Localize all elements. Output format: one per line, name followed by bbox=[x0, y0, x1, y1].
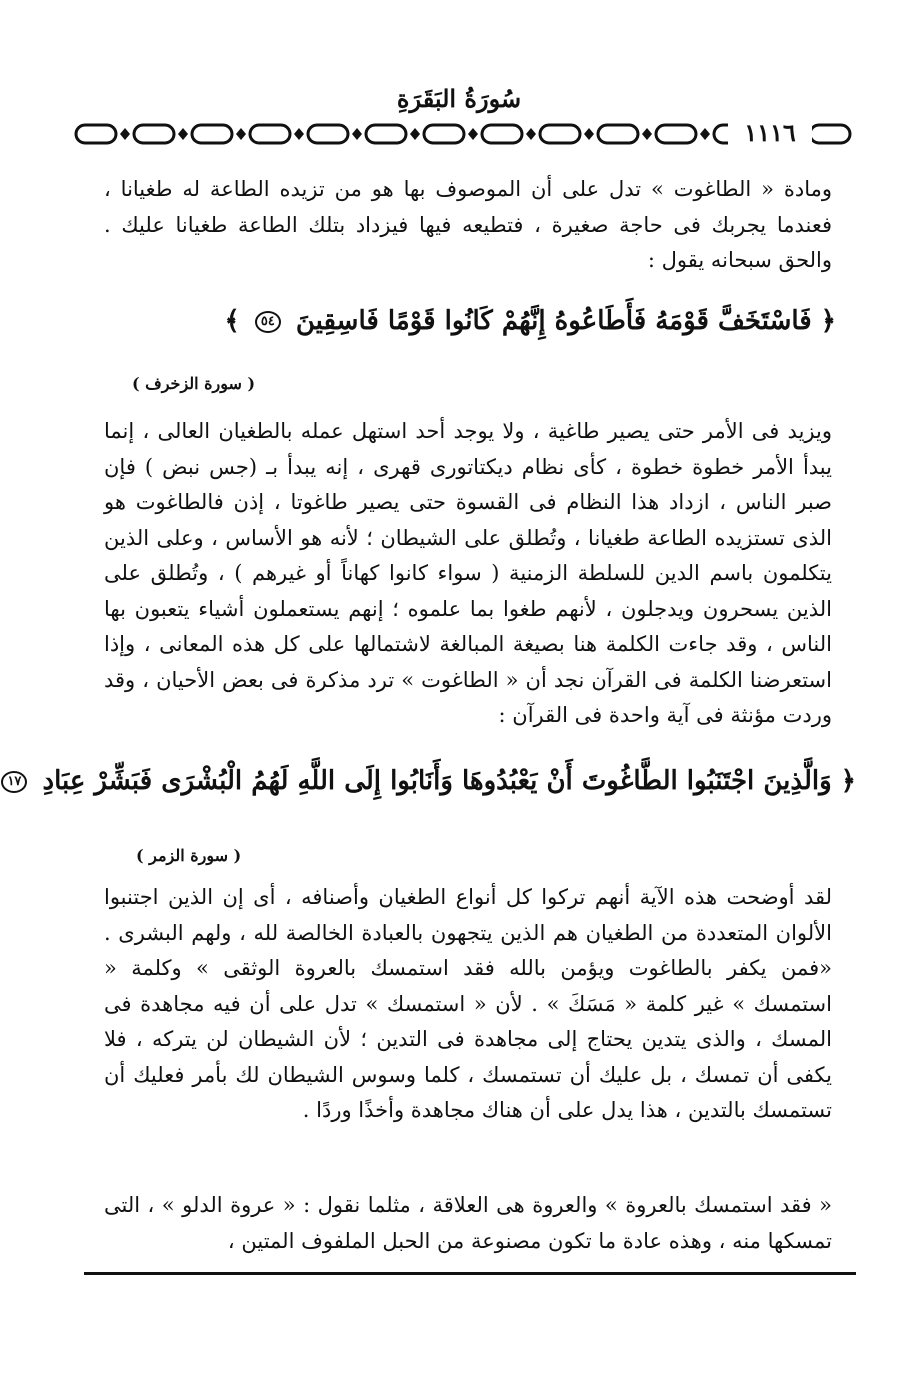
verse-open-bracket: ﴿ bbox=[840, 766, 856, 796]
verse-close-bracket: ﴾ bbox=[224, 306, 240, 336]
quran-verse-zukhruf bbox=[106, 306, 836, 336]
ayah-number-marker: ١٧ bbox=[1, 771, 27, 793]
paragraph-taghut-meaning: ومادة « الطاغوت » تدل على أن الموصوف بها هو من تزيده الطاعة له طغيانا ، فعندما يجربك فى حاجة صغيرة ، فتطيعه فيها فيزداد بتلك الطاعة طغيانا عليك . والحق سبحانه يقول : bbox=[104, 177, 832, 272]
quran-verse-zumar bbox=[7, 766, 856, 796]
surah-title: سُورَةُ البَقَرَةِ bbox=[396, 84, 522, 113]
ayah-number-marker: ٥٤ bbox=[255, 311, 281, 333]
verse-source-zumar: ( سورة الزمر ) bbox=[136, 846, 242, 865]
verse-text: وَالَّذِينَ اجْتَنَبُوا الطَّاغُوتَ أَنْ يَعْبُدُوهَا وَأَنَابُوا إِلَى اللَّهِ لَهُمُ الْبُشْرَى فَبَشِّرْ عِبَادِ bbox=[42, 766, 832, 796]
verse-source-zukhruf: ( سورة الزخرف ) bbox=[132, 374, 256, 393]
footer-rule bbox=[84, 1272, 856, 1275]
paragraph-tyranny-gradual: ويزيد فى الأمر حتى يصير طاغية ، ولا يوجد أحد استهل عمله بالطغيان العالى ، إنما يبدأ الأمر خطوة خطوة ، كأى نظام ديكتاتورى قهرى ، إنه يبدأ بـ (جس نبض ) فإن صبر الناس ، ازداد هذا النظام فى القسوة حتى يصير طاغوتا ، إذن فالطاغوت هو الذى تستزيده الطاعة طغيانا ، وتُطلق على الشيطان ؛ لأنه هو الأساس ، وعلى الذين يتكلمون باسم الدين للسلطة الزمنية ( سواء كانوا كهاناً أو غيرهم ) ، وتُطلق على الذين يسحرون ويدجلون ، لأنهم طغوا بما علموه ؛ إنهم يستعملون أشياء يتعبون بها الناس ، وقد جاءت الكلمة هنا بصيغة المبالغة لاشتمالها على كل هذه المعانى ، وإذا استعرضنا الكلمة فى القرآن نجد أن « الطاغوت » ترد مذكرة فى بعض الأحيان ، وقد وردت مؤنثة فى آية واحدة فى القرآن : bbox=[104, 419, 832, 727]
verse-open-bracket: ﴿ bbox=[820, 306, 836, 336]
page-number: ١١١٦ bbox=[728, 119, 812, 147]
paragraph-urwa: « فقد استمسك بالعروة » والعروة هى العلاقة ، مثلما نقول : « عروة الدلو » ، التى تمسكها منه ، وهذه عادة ما تكون مصنوعة من الحبل الملفوف المتين ، bbox=[104, 1193, 832, 1253]
paragraph-istamsak: لقد أوضحت هذه الآية أنهم تركوا كل أنواع الطغيان وأصنافه ، أى إن الذين اجتنبوا الألوان المتعددة من الطغيان هم الذين يتجهون بالعبادة الخالصة لله ، ولهم البشرى . «فمن يكفر بالطاغوت ويؤمن بالله فقد استمسك بالعروة الوثقى » وكلمة « استمسك » غير كلمة « مَسَكَ » . لأن « استمسك » تدل على أن فيه مجاهدة فى المسك ، والذى يتدين يحتاج إلى مجاهدة فى التدين ؛ لأن الشيطان لن يتركه ، فلا يكفى أن تمسك ، بل عليك أن تستمسك ، كلما وسوس الشيطان لك بأمر فعليك أن تستمسك بالتدين ، هذا يدل على أن هناك مجاهدة وأخذًا وردًا . bbox=[104, 885, 832, 1122]
verse-text: فَاسْتَخَفَّ قَوْمَهُ فَأَطَاعُوهُ إِنَّهُمْ كَانُوا قَوْمًا فَاسِقِينَ bbox=[295, 306, 812, 336]
